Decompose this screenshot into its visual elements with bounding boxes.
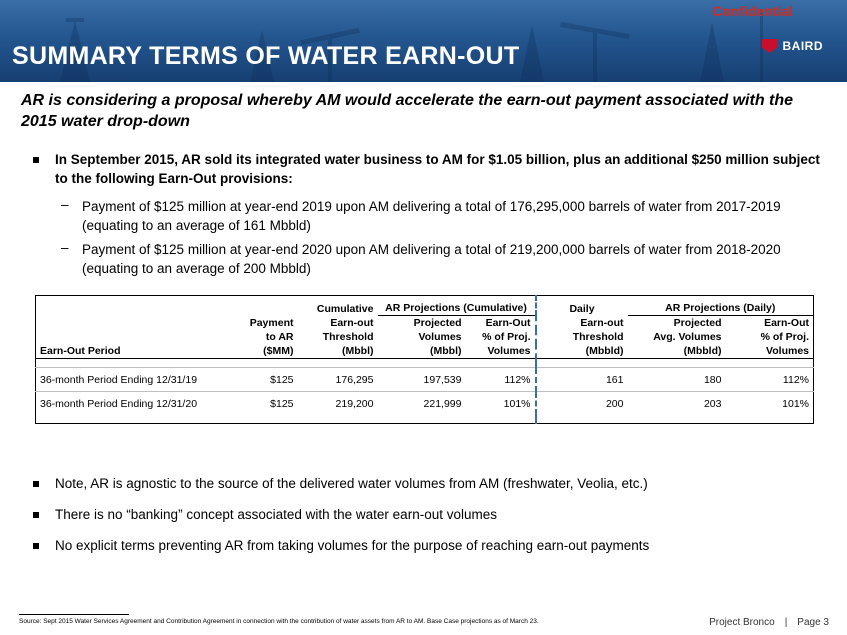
footer-separator: | (784, 617, 788, 628)
cell-cum-proj: 197,539 (378, 368, 466, 392)
cell-daily-earnout: 112% (726, 368, 814, 392)
baird-logo (762, 39, 824, 53)
cell-payment: $125 (226, 368, 298, 392)
dash-marker: – (61, 197, 69, 212)
bullet-square-icon (33, 157, 39, 163)
note-bullet: There is no “banking” concept associated with the water earn-out volumes (55, 507, 497, 522)
sub-item-2019: Payment of $125 million at year-end 2019 upon AM delivering a total of 176,295,000 barrels of water from 2017-2019 (equating to an average of 161 Mbbld) (82, 199, 781, 233)
col-payment-l3: ($MM) (226, 344, 298, 359)
note-bullet: No explicit terms preventing AR from taking volumes for the purpose of reaching earn-out payments (55, 538, 650, 553)
group-cumulative: Cumulative (316, 302, 374, 315)
col-cum-earnout-l1: Earn-Out (485, 317, 531, 329)
col-cum-threshold-l3: (Mbbl) (298, 344, 378, 359)
cell-daily-proj: 203 (628, 392, 726, 416)
cell-period: 36-month Period Ending 12/31/19 (36, 368, 226, 392)
col-cum-threshold-l1: Earn-out (330, 316, 374, 329)
col-daily-proj-l3: (Mbbld) (628, 344, 726, 359)
page-footer (709, 617, 829, 628)
col-cum-earnout-l3: Volumes (466, 344, 536, 359)
group-daily: Daily (536, 296, 628, 316)
confidential-label: Confidential (712, 3, 793, 19)
footnote-divider (19, 614, 129, 615)
col-cum-proj-l3: (Mbbl) (378, 344, 466, 359)
cell-daily-threshold: 161 (536, 368, 628, 392)
col-period: Earn-Out Period (36, 344, 226, 359)
cell-daily-threshold: 200 (536, 392, 628, 416)
source-note: Source: Sept 2015 Water Services Agreement and Contribution Agreement in connection with the contribution of water assets from AR to AM. Base Case projections as of March 23. (19, 618, 539, 625)
note-bullet: Note, AR is agnostic to the source of the delivered water volumes from AM (freshwater, Veolia, etc.) (55, 476, 648, 491)
col-cum-proj-l2: Volumes (418, 331, 462, 343)
col-daily-earnout-l1: Earn-Out (764, 317, 809, 329)
project-name: Project Bronco (709, 617, 775, 628)
intro-bullet: In September 2015, AR sold its integrated water business to AM for $1.05 billion, plus an additional $250 million subject to the following Earn-Out provisions: (55, 152, 820, 186)
cell-cum-proj: 221,999 (378, 392, 466, 416)
col-daily-proj-l2: Avg. Volumes (653, 331, 722, 343)
cell-cum-earnout: 101% (466, 392, 536, 416)
bullet-square-icon (33, 512, 39, 518)
slide-subtitle: AR is considering a proposal whereby AM would accelerate the earn-out payment associated with the 2015 water drop-down (21, 92, 794, 130)
group-ar-daily: AR Projections (Daily) (628, 296, 814, 316)
col-daily-earnout-l2: % of Proj. (760, 331, 809, 343)
col-daily-earnout-l3: Volumes (726, 344, 814, 359)
cell-period: 36-month Period Ending 12/31/20 (36, 392, 226, 416)
col-cum-proj-l1: Projected (413, 317, 462, 329)
header-banner (0, 0, 847, 82)
cell-daily-proj: 180 (628, 368, 726, 392)
baird-shield-icon (762, 39, 778, 53)
bullet-square-icon (33, 543, 39, 549)
cell-daily-earnout: 101% (726, 392, 814, 416)
page-title: SUMMARY TERMS OF WATER EARN-OUT (12, 42, 520, 70)
cell-cum-threshold: 219,200 (298, 392, 378, 416)
table-row (36, 392, 814, 416)
col-payment-l2: to AR (265, 331, 294, 343)
col-daily-threshold-l2: Threshold (536, 330, 628, 344)
group-ar-cumulative: AR Projections (Cumulative) (378, 296, 536, 316)
col-daily-proj-l1: Projected (673, 317, 722, 329)
cell-cum-earnout: 112% (466, 368, 536, 392)
bullet-square-icon (33, 481, 39, 487)
table-row (36, 368, 814, 392)
col-cum-threshold-l2: Threshold (322, 331, 374, 343)
col-cum-earnout-l2: % of Proj. (482, 331, 531, 343)
earnout-table (35, 295, 814, 424)
col-daily-threshold-l1: Earn-out (536, 316, 628, 331)
cell-cum-threshold: 176,295 (298, 368, 378, 392)
baird-logo-text: BAIRD (782, 39, 823, 53)
page-number: Page 3 (797, 617, 829, 628)
col-payment-l1: Payment (249, 316, 294, 329)
sub-item-2020: Payment of $125 million at year-end 2020 upon AM delivering a total of 219,200,000 barrels of water from 2018-2020 (equating to an average of 200 Mbbld) (82, 242, 781, 276)
cell-payment: $125 (226, 392, 298, 416)
dash-marker: – (61, 240, 69, 255)
col-daily-threshold-l3: (Mbbld) (536, 344, 628, 359)
